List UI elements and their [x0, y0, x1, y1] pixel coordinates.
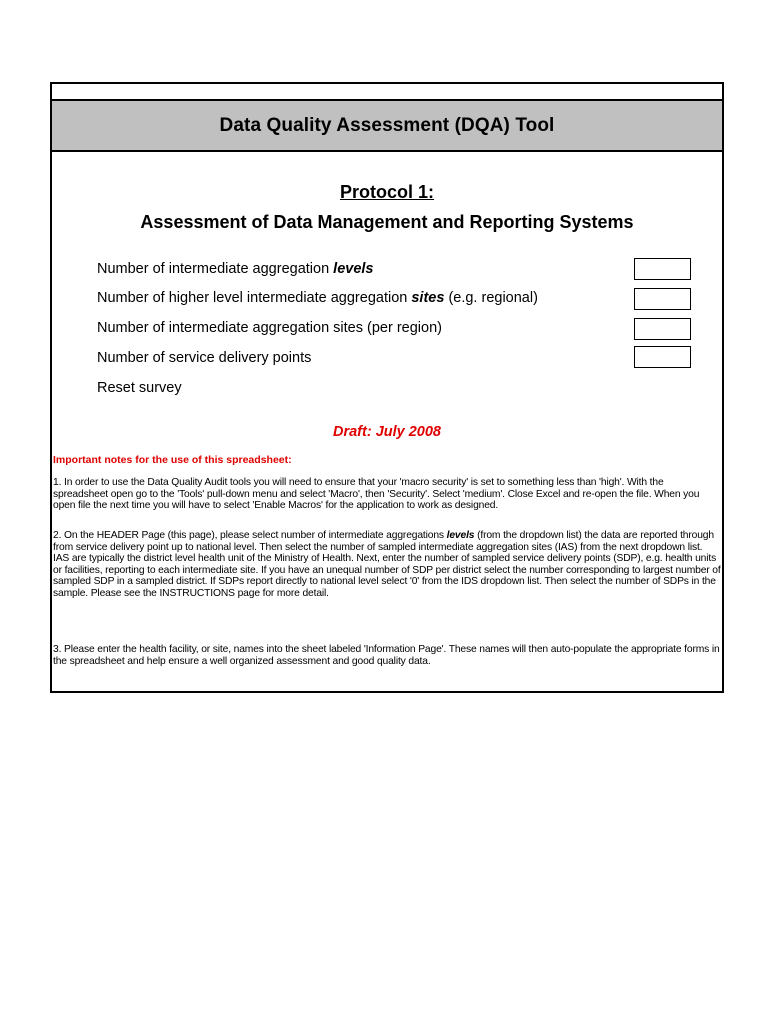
option-levels-row	[97, 256, 697, 282]
option-sites-per-region-label: Number of intermediate aggregation sites (per region)	[97, 320, 442, 336]
reset-survey-link[interactable]: Reset survey	[97, 380, 182, 396]
note-1: 1. In order to use the Data Quality Audit tools you will need to ensure that your 'macro security' is set to something less than 'high'. With the spreadsheet open go to the 'Tools' pull-down menu and select 'Macro', then 'Security'. Select 'medium'. Close Excel and re-open the file. When you open file the next time you will have to select 'Enable Macros' for the application to work as designed.	[53, 477, 700, 512]
protocol-subtitle: Assessment of Data Management and Reporting Systems	[140, 212, 634, 232]
levels-dropdown[interactable]	[634, 258, 691, 280]
title-band	[52, 99, 722, 152]
protocol-title: Protocol 1:	[339, 182, 434, 202]
header-sheet	[50, 82, 724, 693]
option-levels-label: Number of intermediate aggregation levels	[97, 261, 374, 277]
option-sdp-label: Number of service delivery points	[97, 350, 312, 366]
notes-heading: Important notes for the use of this spreadsheet:	[53, 454, 292, 466]
note-3: 3. Please enter the health facility, or site, names into the sheet labeled 'Information Page'. These names will then auto-populate the appropriate forms in the spreadsheet and help ensure a well organized assessment and good quality data.	[53, 644, 720, 667]
page-title: Data Quality Assessment (DQA) Tool	[219, 114, 555, 136]
sites-per-region-dropdown[interactable]	[634, 318, 691, 340]
option-sites-per-region-row	[97, 315, 697, 341]
sites-dropdown[interactable]	[634, 288, 691, 310]
option-sites-row	[97, 285, 697, 311]
option-sdp-row	[97, 345, 697, 371]
reset-survey-row[interactable]	[97, 375, 697, 401]
sdp-dropdown[interactable]	[634, 346, 691, 368]
note-2: 2. On the HEADER Page (this page), please select number of intermediate aggregations levels (from the dropdown list) the data are reported through from service delivery point up to national level. Then select the number of sampled intermediate aggregation sites (IAS) from the next dropdown list. IAS are typically the district level health unit of the Ministry of Health. Next, enter the number of sampled service delivery points (SDP), e.g. health units or facilities, reporting to each intermediate site. If you have an unequal number of SDP per district select the number corresponding to largest number of sampled SDP in a sampled district. If SDPs report directly to national level select '0' from the IDS dropdown list. Then select the number of SDPs in the sample. Please see the INSTRUCTIONS page for more detail.	[53, 530, 721, 599]
option-sites-label: Number of higher level intermediate aggregation sites (e.g. regional)	[97, 290, 538, 306]
draft-date: Draft: July 2008	[333, 424, 441, 440]
